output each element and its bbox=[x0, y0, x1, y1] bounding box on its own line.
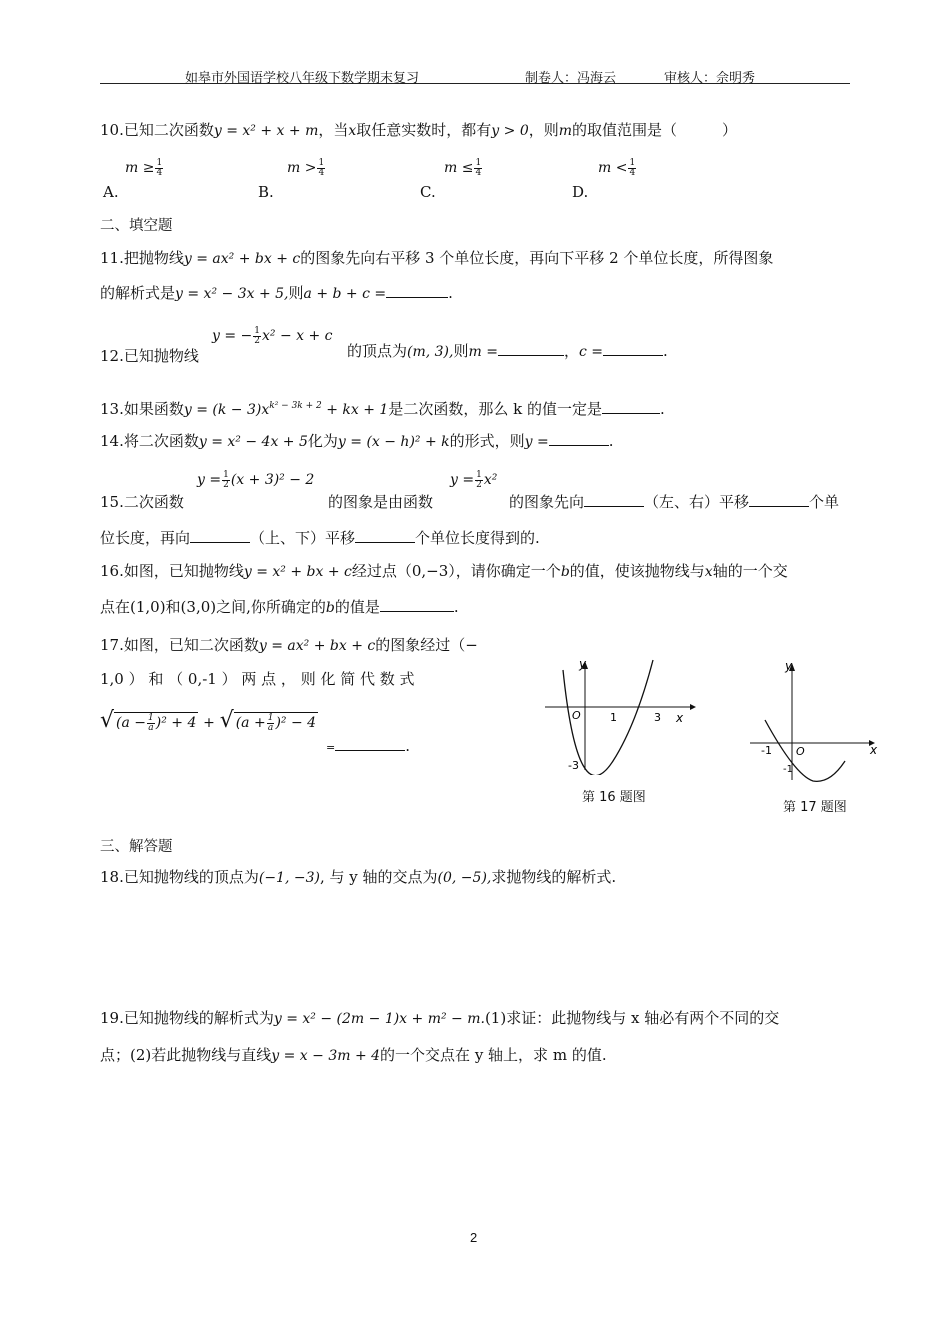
option-b-expr: m > $\frac{1}{4}$ bbox=[287, 157, 325, 178]
figure-16-caption: 第 16 题图 bbox=[582, 790, 646, 805]
section-fill-in: 二、填空题 bbox=[100, 218, 173, 234]
answer-blank[interactable] bbox=[603, 341, 663, 356]
answer-blank[interactable] bbox=[355, 528, 415, 543]
question-14: 14.将二次函数y = x² − 4x + 5化为y = (x − h)² + k的形式，则y = . bbox=[100, 432, 614, 450]
option-d-letter: D. bbox=[572, 183, 589, 201]
question-12-label: 12.已知抛物线 bbox=[100, 347, 199, 365]
question-17-answer: = . bbox=[326, 737, 410, 755]
option-a-letter: A. bbox=[103, 183, 119, 201]
question-17-line1: 17.如图，已知二次函数y = ax² + bx + c的图象经过（− bbox=[100, 636, 478, 654]
label-neg3: -3 bbox=[568, 759, 579, 772]
label-3: 3 bbox=[654, 711, 661, 724]
label-y: y bbox=[785, 659, 793, 673]
question-19-line1: 19.已知抛物线的解析式为y = x² − (2m − 1)x + m² − m.(1)求证：此抛物线与 x 轴必有两个不同的交 bbox=[100, 1009, 780, 1027]
answer-blank[interactable] bbox=[386, 283, 448, 298]
answer-blank[interactable] bbox=[190, 528, 250, 543]
question-18: 18.已知抛物线的顶点为(−1, −3), 与 y 轴的交点为(0, −5),求抛物线的解析式. bbox=[100, 868, 617, 886]
option-a-expr: m ≥ $\frac{1}{4}$ bbox=[125, 157, 163, 178]
label-origin: O bbox=[796, 745, 805, 758]
x-axis-arrow bbox=[690, 704, 696, 710]
header-author: 制卷人：冯海云 bbox=[525, 71, 617, 86]
question-17-line2: 1,0 ） 和 （ 0,-1 ） 两 点 ， 则 化 简 代 数 式 bbox=[100, 670, 415, 688]
label-1: 1 bbox=[610, 711, 617, 724]
header-reviewer: 审核人：佘明秀 bbox=[664, 71, 756, 86]
label-neg1-x: -1 bbox=[761, 744, 772, 757]
question-15-line1c: 的图象先向 （左、右）平移 个单 bbox=[509, 493, 840, 511]
parabola bbox=[765, 720, 845, 781]
question-15-line1b: 的图象是由函数 bbox=[328, 493, 434, 511]
label-origin: O bbox=[572, 709, 581, 722]
option-c-letter: C. bbox=[420, 183, 436, 201]
label-x: x bbox=[676, 711, 684, 725]
answer-blank[interactable] bbox=[380, 597, 454, 612]
answer-blank[interactable] bbox=[335, 736, 405, 751]
section-solutions: 三、解答题 bbox=[100, 839, 173, 855]
answer-blank[interactable] bbox=[498, 341, 564, 356]
question-16-line1: 16.如图，已知抛物线y = x² + bx + c经过点（0,−3），请你确定一个b的值，使该抛物线与x轴的一个交 bbox=[100, 562, 788, 580]
question-15-line1: 15.二次函数 bbox=[100, 493, 184, 511]
question-17-expression: √ (a − $\frac{1}{a}$ )² + 4 + √ (a + $\frac{1}{a}$ )² − 4 bbox=[100, 708, 317, 733]
answer-blank[interactable] bbox=[584, 492, 644, 507]
option-c-expr: m ≤ $\frac{1}{4}$ bbox=[444, 157, 482, 178]
label-neg1-y: -1 bbox=[783, 764, 793, 775]
figure-17-caption: 第 17 题图 bbox=[783, 800, 847, 815]
question-11-line1: 11.把抛物线y = ax² + bx + c的图象先向右平移 3 个单位长度，再向下平移 2 个单位长度，所得图象 bbox=[100, 249, 774, 267]
question-11-line2: 的解析式是y = x² − 3x + 5,则a + b + c = . bbox=[100, 284, 453, 302]
question-15-line2: 位长度，再向 （上、下）平移 个单位长度得到的. bbox=[100, 529, 540, 547]
question-12-formula: y = − $\frac{1}{2}$ x² − x + c bbox=[212, 325, 333, 346]
question-15-formula-a: y = $\frac{1}{2}$ (x + 3)² − 2 bbox=[197, 469, 315, 490]
question-15-formula-b: y = $\frac{1}{2}$ x² bbox=[450, 469, 498, 490]
answer-blank[interactable] bbox=[549, 431, 609, 446]
option-b-letter: B. bbox=[258, 183, 274, 201]
question-19-line2: 点；(2)若此抛物线与直线y = x − 3m + 4的一个交点在 y 轴上，求 m 的值. bbox=[100, 1046, 607, 1064]
option-d-expr: m < $\frac{1}{4}$ bbox=[598, 157, 636, 178]
header-rule bbox=[100, 83, 850, 84]
page-number: 2 bbox=[470, 1230, 478, 1245]
figure-16-graph bbox=[540, 655, 700, 775]
label-x: x bbox=[870, 743, 878, 757]
answer-blank[interactable] bbox=[749, 492, 809, 507]
question-10: 10.已知二次函数y = x² + x + m，当x取任意实数时，都有y > 0，则m的取值范围是（ ） bbox=[100, 121, 738, 139]
header-school: 如皋市外国语学校八年级下数学期末复习 bbox=[185, 71, 420, 86]
figure-17-graph bbox=[745, 655, 885, 785]
question-16-line2: 点在(1,0)和(3,0)之间,你所确定的b的值是 . bbox=[100, 598, 459, 616]
answer-blank[interactable] bbox=[602, 399, 660, 414]
label-y: y bbox=[579, 657, 587, 671]
question-13: 13.如果函数$y = (k - 3)x^{k^2 - 3k + 2}$ + kx + 1是二次函数，那么 k 的值一定是 . bbox=[100, 400, 665, 418]
question-12-line: 的顶点为(m, 3),则m = ，c = . bbox=[347, 342, 668, 360]
